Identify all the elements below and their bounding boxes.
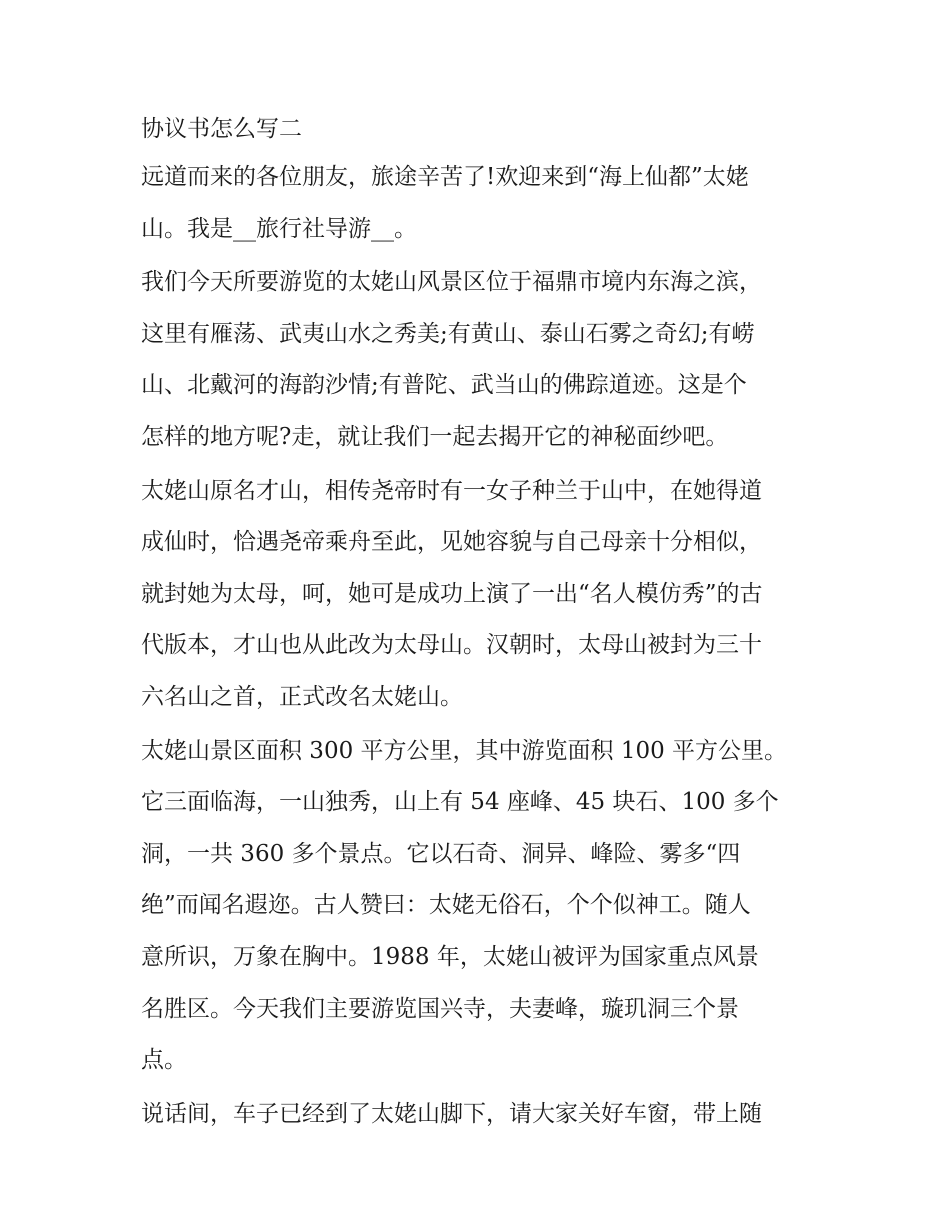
paragraph bbox=[141, 726, 816, 1087]
text-line: 怎样的地方呢?走，就让我们一起去揭开它的神秘面纱吧。 bbox=[141, 423, 729, 450]
text-line: 代版本，才山也从此改为太母山。汉朝时，太母山被封为三十 bbox=[141, 632, 762, 659]
document-title: 协议书怎么写二 bbox=[141, 116, 302, 142]
text-line: 山、北戴河的海韵沙情;有普陀、武当山的佛踪道迹。这是个 bbox=[141, 372, 747, 399]
text-line: 名胜区。今天我们主要游览国兴寺，夫妻峰，璇玑洞三个景 bbox=[141, 995, 739, 1022]
text-line: 山。我是__旅行社导游__。 bbox=[141, 215, 417, 242]
paragraph bbox=[141, 152, 816, 255]
text-line: 绝”而闻名遐迩。古人赞曰：太姥无俗石，个个似神工。随人 bbox=[141, 892, 751, 919]
text-line: 远道而来的各位朋友，旅途辛苦了!欢迎来到“海上仙都”太姥 bbox=[141, 164, 749, 190]
document-body bbox=[141, 110, 816, 1142]
text-line: 就封她为太母，呵，她可是成功上演了一出“名人模仿秀”的古 bbox=[141, 580, 763, 607]
text-line: 这里有雁荡、武夷山水之秀美;有黄山、泰山石雾之奇幻;有崂 bbox=[141, 320, 755, 347]
paragraph-list bbox=[141, 152, 816, 1140]
text-line: 意所识，万象在胸中。1988 年，太姥山被评为国家重点风景 bbox=[141, 943, 759, 970]
text-line: 点。 bbox=[141, 1047, 187, 1074]
text-line: 六名山之首，正式改名太姥山。 bbox=[141, 683, 463, 710]
paragraph bbox=[141, 1089, 816, 1141]
text-line: 洞，一共 360 多个景点。它以石奇、洞异、峰险、雾多“四 bbox=[141, 840, 741, 867]
paragraph bbox=[141, 466, 816, 724]
text-line: 太姥山原名才山，相传尧帝时有一女子种兰于山中，在她得道 bbox=[141, 477, 762, 504]
text-line: 它三面临海，一山独秀，山上有 54 座峰、45 块石、100 多个 bbox=[141, 789, 779, 816]
paragraph bbox=[141, 257, 816, 463]
text-line: 我们今天所要游览的太姥山风景区位于福鼎市境内东海之滨， bbox=[141, 269, 762, 296]
text-line: 太姥山景区面积 300 平方公里，其中游览面积 100 平方公里。 bbox=[141, 737, 788, 764]
text-line: 说话间，车子已经到了太姥山脚下，请大家关好车窗，带上随 bbox=[141, 1100, 762, 1127]
text-line: 成仙时，恰遇尧帝乘舟至此，见她容貌与自己母亲十分相似， bbox=[141, 529, 762, 556]
